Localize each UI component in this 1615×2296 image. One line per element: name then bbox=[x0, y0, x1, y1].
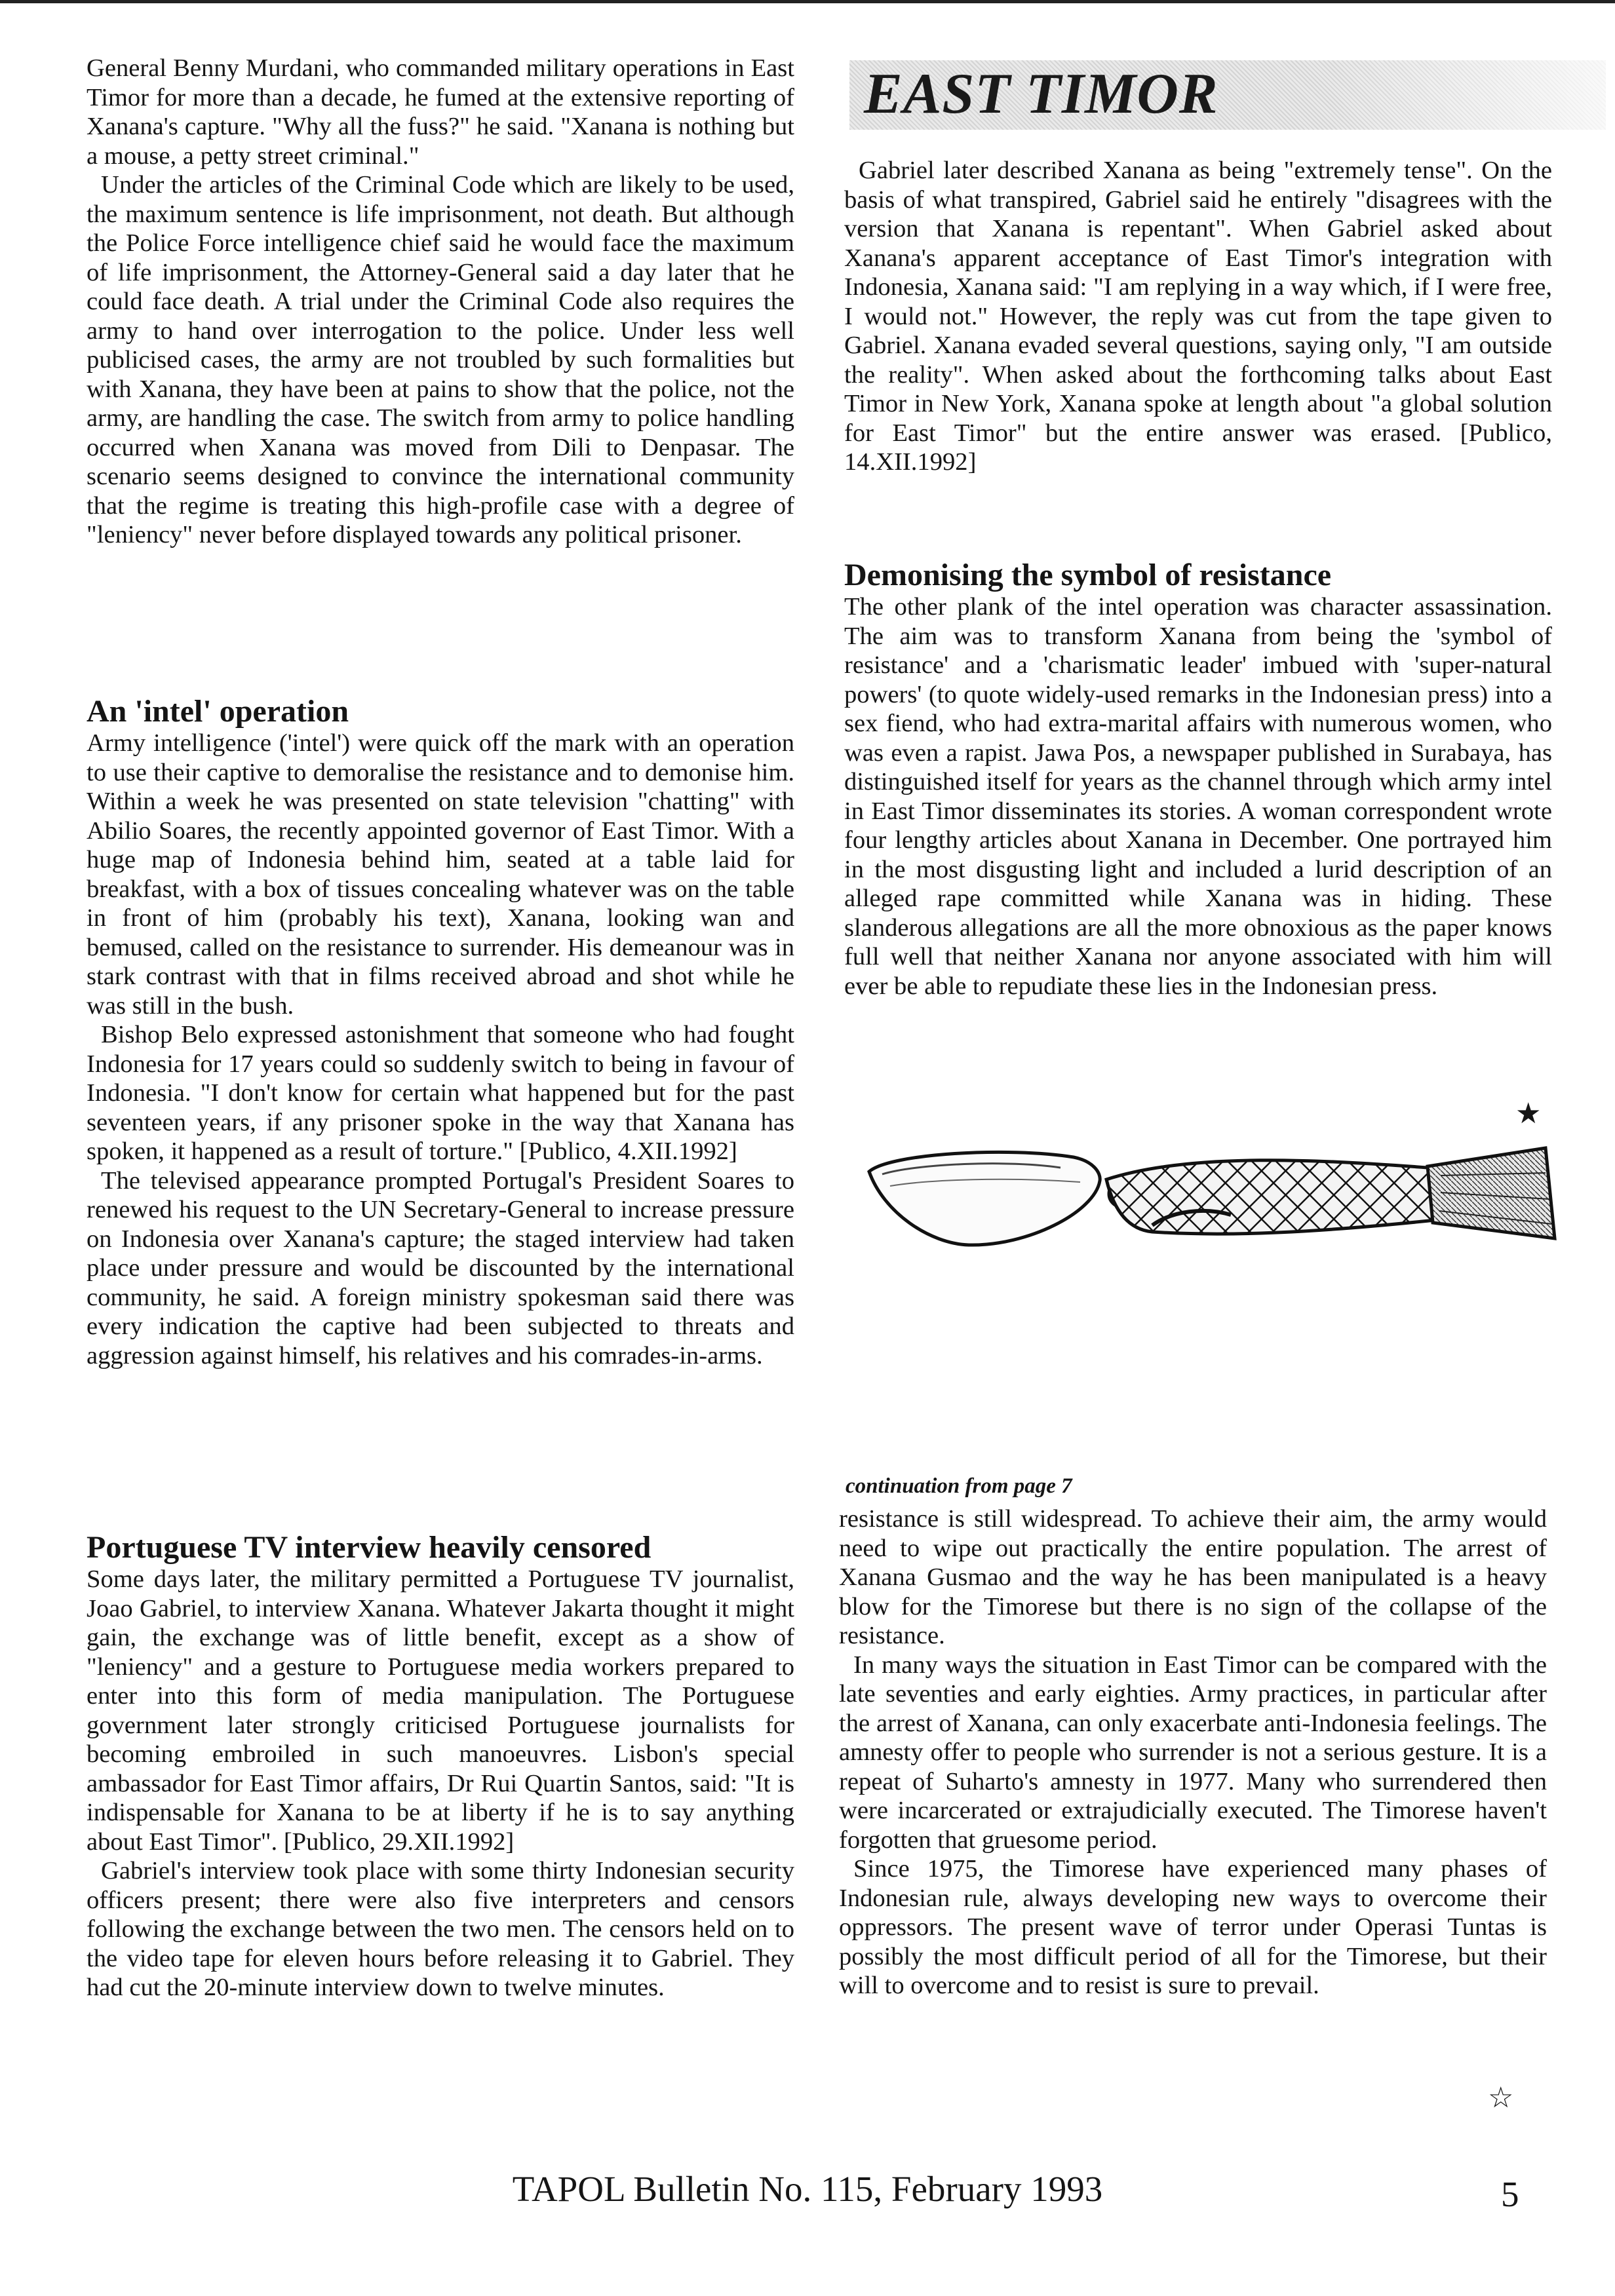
article-paragraph: Some days later, the military permitted a Portuguese TV journalist, Joao Gabriel, to interview Xanana. Whatever Jakarta thought it might gain, the exchange was of little benefit, except as a show of "leniency" and a gesture to Portuguese media workers prepared to enter into this form of media manipulation. The Portuguese government later strongly criticised Portuguese journalists for becoming embroiled in such manoeuvres. Lisbon's special ambassador for East Timor affairs, Dr Rui Quartin Santos, said: "It is indispensable for Xanana to be at liberty if he is to say anything about East Timor". [Publico, 29.XII.1992] bbox=[87, 1565, 794, 1856]
article-paragraph: The televised appearance prompted Portugal's President Soares to renewed his request to the UN Secretary-General to increase pressure on Indonesia over Xanana's capture; the staged interview had taken place under pressure and would be discounted by the international community, he said. A foreign ministry spokesman said there was every indication the captive had been subjected to threats and aggression against himself, his relatives and his comrades-in-arms. bbox=[87, 1166, 794, 1369]
page-number: 5 bbox=[1501, 2174, 1519, 2214]
article-paragraph: In many ways the situation in East Timor can be compared with the late seventies and early eighties. Army practices, in particular after the arrest of Xanana, can only exacerbate anti-Indonesia feelings. The amnesty offer to people who surrender is not a serious gesture. It is a repeat of Suharto's amnesty in 1977. Many who surrendered then were incarcerated or extrajudicially executed. The Timorese haven't forgotten that gruesome period. bbox=[839, 1651, 1547, 1854]
banner-fade bbox=[1331, 60, 1606, 130]
continuation-label: continuation from page 7 bbox=[846, 1474, 1072, 1498]
article-paragraph: General Benny Murdani, who commanded military operations in East Timor for more than a decade, he fumed at the extensive reporting of Xanana's capture. "Why all the fuss?" he said. "Xanana is nothing but a mouse, a petty street criminal." bbox=[87, 54, 794, 170]
demonising-section bbox=[844, 558, 1552, 1001]
end-star-icon: ★ bbox=[1515, 1097, 1542, 1130]
article-paragraph: Since 1975, the Timorese have experienced many phases of Indonesian rule, always developing new ways to overcome their oppressors. The present wave of terror under Operasi Tuntas is possibly the most difficult period of all for the Timorese, but their will to overcome and to resist is sure to prevail. bbox=[839, 1855, 1547, 1999]
intel-section bbox=[87, 695, 794, 1370]
section-title: EAST TIMOR bbox=[864, 62, 1218, 126]
continuation-block bbox=[839, 1504, 1547, 2000]
article-paragraph: resistance is still widespread. To achieve their aim, the army would need to wipe out practically the entire population. The arrest of Xanana Gusmao and the way he has been manipulated is a heavy blow for the Timorese but there is no sign of the collapse of the resistance. bbox=[839, 1505, 1547, 1649]
article-paragraph: Under the articles of the Criminal Code which are likely to be used, the maximum sentence is life imprisonment, not death. But although the Police Force intelligence chief said he would face the maximum of life imprisonment, the Attorney-General said a day later that he could face death. A trial under the Criminal Code also requires the army to hand over interrogation to the police. Under less well publicised cases, the army are not troubled by such formalities but with Xanana, they have been at pains to show that the police, not the army, are handling the case. The switch from army to police handling occurred when Xanana was moved from Dili to Denpasar. The scenario seems designed to convince the international community that the regime is treating this high-profile case with a degree of "leniency" never before displayed towards any political prisoner. bbox=[87, 171, 794, 548]
article-paragraph: Gabriel later described Xanana as being "extremely tense". On the basis of what transpired, Gabriel said he entirely "disagrees with the version that Xanana is repentant". When Gabriel asked about Xanana's apparent acceptance of East Timor's integration with Indonesia, Xanana said: "I am replying in a way which, if I were free, I would not." However, the reply was cut from the tape given to Gabriel. Xanana evaded several questions, saying only, "I am outside the reality". When asked about the forthcoming talks about East Timor in New York, Xanana spoke at length about "a global solution for East Timor" but the entire answer was erased. [Publico, 14.XII.1992] bbox=[844, 157, 1552, 476]
article-paragraph: Army intelligence ('intel') were quick off the mark with an operation to use their captive to demoralise the resistance and to demonise him. Within a week he was presented on state television "chatting" with Abilio Soares, the recently appointed governor of East Timor. With a huge map of Indonesia behind him, seated at a table laid for breakfast, with a box of tissues concealing whatever was on the table in front of him (probably his text), Xanana, looking wan and bemused, called on the resistance to surrender. His demeanour was in stark contrast with that in films received abroad and shot while he was still in the bush. bbox=[87, 729, 794, 1020]
article-paragraph: The other plank of the intel operation was character assassination. The aim was to transform Xanana from being the 'symbol of resistance' and a 'charismatic leader' imbued with 'super-natural powers' (to quote widely-used remarks in the Indonesian press) into a sex fiend, who had extra-marital affairs with numerous women, who was even a rapist. Jawa Pos, a newspaper published in Surabaya, has distinguished itself for years as the channel through which army intel in East Timor disseminates its stories. A woman correspondent wrote four lengthy articles about Xanana in December. One portrayed him in the most disgusting light and included a lurid description of an alleged rape committed while Xanana was in hiding. These slanderous allegations are all the more obnoxious as the paper knows full well that neither Xanana nor anyone associated with him will ever be able to repudiate these lies in the Indonesian press. bbox=[844, 593, 1552, 1000]
article-paragraph: Bishop Belo expressed astonishment that someone who had fought Indonesia for 17 years could so suddenly switch to being in favour of Indonesia. "I don't know for certain what happened but for the past seventeen years, if any prisoner spoke in the way that Xanana has spoken, it happened as a result of torture." [Publico, 4.XII.1992] bbox=[87, 1021, 794, 1165]
gabriel-block bbox=[844, 156, 1552, 477]
tv-section bbox=[87, 1531, 794, 2002]
spoon-illustration bbox=[864, 1134, 1559, 1265]
publication-footer: TAPOL Bulletin No. 115, February 1993 bbox=[512, 2169, 1103, 2209]
section-banner bbox=[849, 60, 1606, 130]
section-heading: Demonising the symbol of resistance bbox=[844, 558, 1332, 592]
left-intro bbox=[87, 54, 794, 550]
article-paragraph: Gabriel's interview took place with some thirty Indonesian security officers present; there were also five interpreters and censors following the exchange between the two men. The censors held on to the video tape for eleven hours before releasing it to Gabriel. They had cut the 20-minute interview down to twelve minutes. bbox=[87, 1857, 794, 2001]
section-heading: An 'intel' operation bbox=[87, 694, 349, 729]
top-rule bbox=[0, 0, 1615, 3]
section-heading: Portuguese TV interview heavily censored bbox=[87, 1530, 652, 1565]
end-star-outline-icon: ☆ bbox=[1488, 2081, 1514, 2114]
